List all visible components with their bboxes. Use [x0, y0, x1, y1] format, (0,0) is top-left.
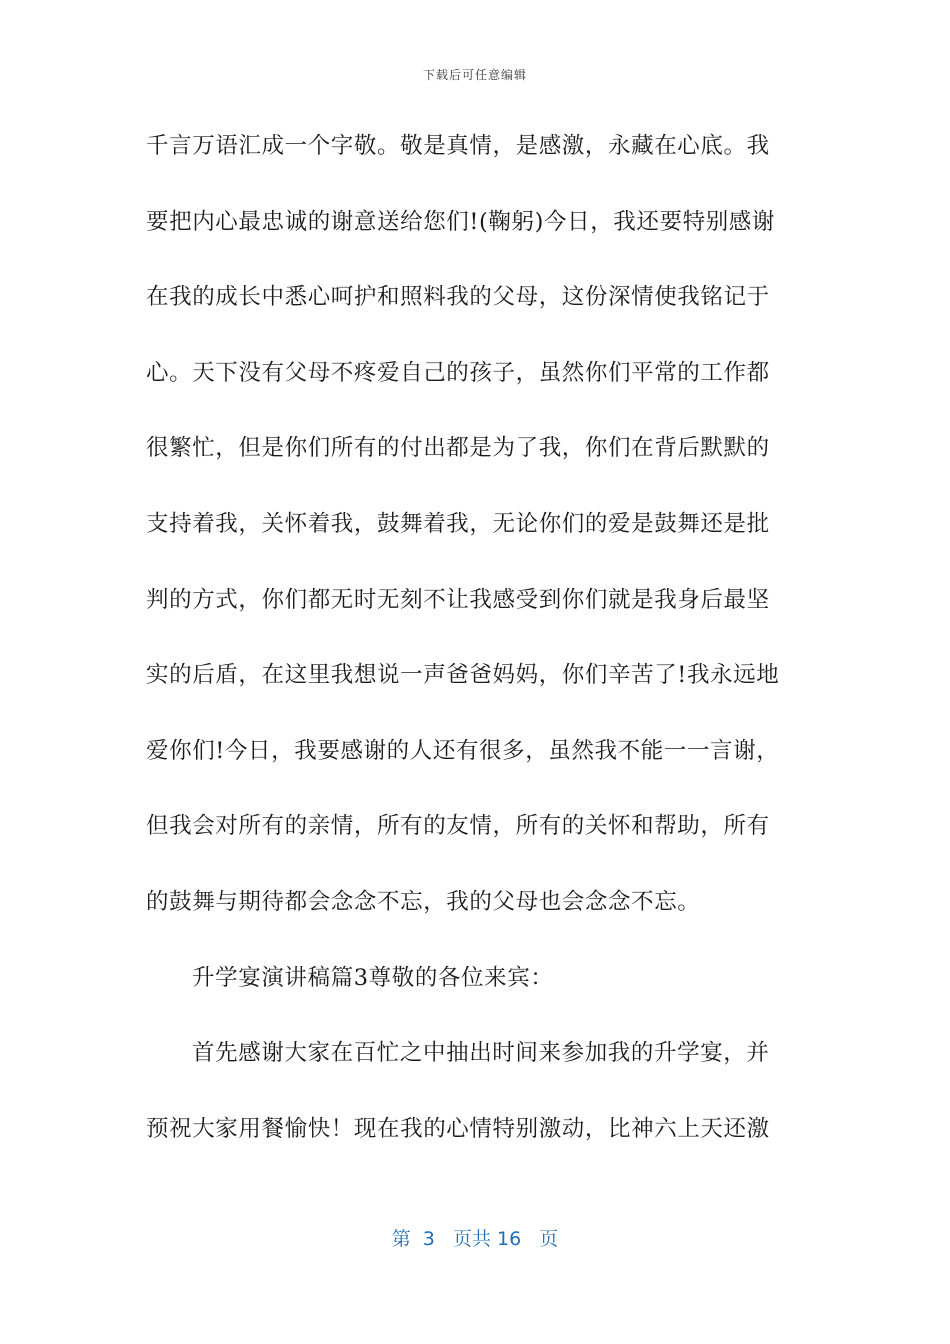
body-line: 爱你们!今日，我要感谢的人还有很多，虽然我不能一一言谢， — [146, 737, 780, 764]
body-line: 在我的成长中悉心呵护和照料我的父母，这份深情使我铭记于 — [146, 284, 770, 311]
page-number-footer: 第 3 页共 16 页 — [391, 1228, 559, 1250]
body-line: 首先感谢大家在百忙之中抽出时间来参加我的升学宴，并 — [192, 1040, 770, 1067]
body-line: 很繁忙，但是你们所有的付出都是为了我，你们在背后默默的 — [146, 435, 770, 462]
body-line: 心。天下没有父母不疼爱自己的孩子，虽然你们平常的工作都 — [146, 359, 770, 386]
page-header: 下载后可任意编辑 — [422, 68, 527, 82]
body-line: 千言万语汇成一个字敬。敬是真情，是感激，永藏在心底。我 — [146, 133, 770, 159]
body-line: 支持着我，关怀着我，鼓舞着我，无论你们的爱是鼓舞还是批 — [146, 510, 770, 537]
document-body — [146, 124, 806, 1182]
body-line: 的鼓舞与期待都会念念不忘，我的父母也会念念不忘。 — [146, 888, 701, 915]
body-line: 预祝大家用餐愉快！现在我的心情特别激动，比神六上天还激 — [146, 1115, 770, 1142]
body-line: 判的方式，你们都无时无刻不让我感受到你们就是我身后最坚 — [146, 586, 770, 613]
section-heading: 升学宴演讲稿篇3尊敬的各位来宾： — [192, 964, 554, 991]
body-line: 要把内心最忠诚的谢意送给您们!(鞠躬)今日，我还要特别感谢 — [146, 208, 775, 235]
body-line: 但我会对所有的亲情，所有的友情，所有的关怀和帮助，所有 — [146, 813, 770, 840]
body-line: 实的后盾，在这里我想说一声爸爸妈妈，你们辛苦了!我永远地 — [146, 662, 780, 689]
